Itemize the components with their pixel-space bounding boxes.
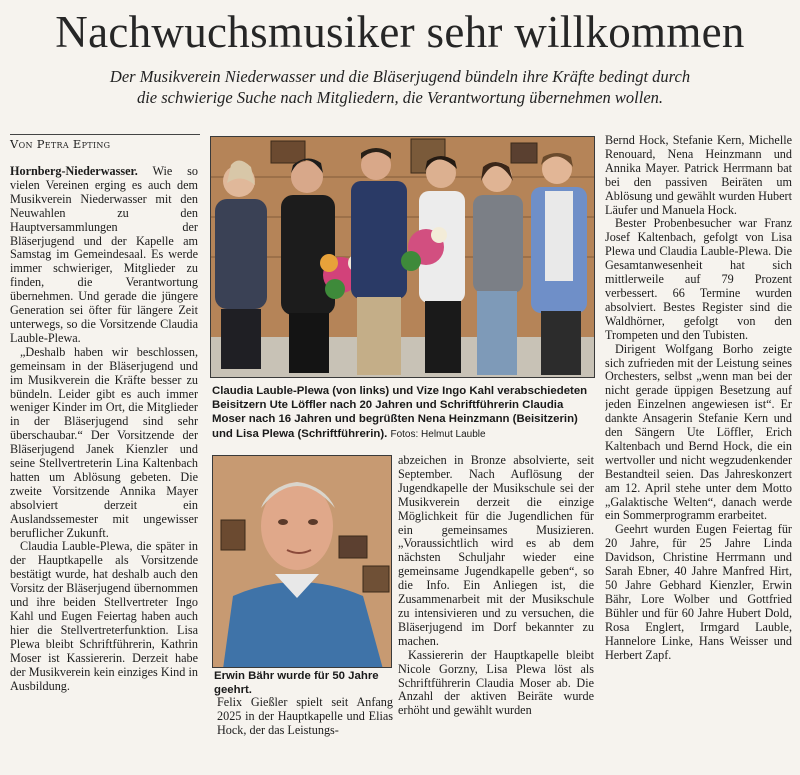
portrait-photo [212, 455, 392, 668]
paragraph: Dirigent Wolfgang Borho zeigte sich zufrieden mit der Leistung seines Orchesters, selbst „wenn man bei der nicht gerade üppigen Besetzung auf jeden Einzelnen angewiesen ist“. Er dankte Ansagerin Stefanie Kern und den Sängern Ute Löffler, Erich Kaltenbach und Bernd Hock, die ein wertvoller und nicht wegzudenkender Bestandteil seien. Das Jahreskonzert am 12. April stehe unter dem Motto „Galaktische Welten“, danach werde ein Sommerprogramm erarbeitet. [605, 341, 792, 523]
portrait-photo-caption: Erwin Bähr wurde für 50 Jahre geehrt. [214, 670, 379, 697]
group-photo-image [211, 137, 595, 378]
headline: Nachwuchsmusiker sehr willkommen [55, 7, 745, 57]
article-column-4 [398, 454, 594, 772]
group-photo-caption-text: Claudia Lauble-Plewa (von links) und Vize Ingo Kahl verabschiedeten Beisitzern Ute Löffler nach 20 Jahren und Schriftführerin Claudia Moser nach 16 Jahren und begrüßten Nena Heinzmann (Beisitzerin) und Lisa Plewa (Schriftführerin). [212, 385, 588, 440]
article-column-5 [605, 134, 792, 772]
group-photo-caption [212, 384, 597, 442]
paragraph: Felix Gießler spielt seit Anfang 2025 in der Hauptkapelle und Elias Hock, der das Leistungs- [217, 696, 393, 737]
dateline: Hornberg-Niederwasser. [10, 165, 138, 178]
paragraph: Claudia Lauble-Plewa, die später in der Hauptkapelle als Vorsitzende bestätigt wurde, hat deshalb auch den Vorsitz der Bläserjugend übernommen und ihre beiden Stellvertreter Ingo Kahl und Eugen Feiertag haben auch hier die Stellvertreterfunktion. Lisa Plewa bleibt Schriftführerin, Kathrin Moser ist Kassiererin. Derzeit habe der Musikverein kein einziges Kind in Ausbildung. [10, 539, 198, 693]
paragraph: „Deshalb haben wir beschlossen, gemeinsam in der Bläserjugend und im Musikverein die Kräfte besser zu bündeln. Leider gibt es auch immer weniger Kinder im Ort, die Mitglieder in der Bläserjugend sind sehr überschaubar.“ Der Vorsitzende der Bläserjugend Janek Kienzler und seine Stellvertreterin Lina Kaltenbach hatten um Ablösung gebeten. Die zweite Vorsitzende Annika Mayer absolviert derzeit ein Auslandssemester mit ungewisser beruflicher Zukunft. [10, 344, 198, 540]
paragraph: Kassiererin der Hauptkapelle bleibt Nicole Gorzny, Lisa Plewa löst als Schriftführerin Claudia Moser ab. Die Anzahl der aktiven Beiräte wurde erhöht und gewählt wurden [398, 647, 594, 718]
subheadline-line-2: die schwierige Suche nach Mitgliedern, die Verantwortung übernehmen wollen. [136, 88, 664, 107]
paragraph: Bernd Hock, Stefanie Kern, Michelle Renouard, Nena Heinzmann und Annika Mayer. Patrick Herrmann bat bei den passiven Beiräten um Ablösung und gewählt wurden Hubert Läufer und Manuela Hock. [605, 134, 792, 217]
byline: Von Petra Epting [10, 134, 200, 151]
paragraph: abzeichen in Bronze absolvierte, seit September. Nach Auflösung der Jugendkapelle der Musikschule sei der Musikverein derzeit die einzige Möglichkeit für die Jugendlichen für ein gemeinsames Musizieren. „Voraussichtlich wird es ab dem nächsten Schuljahr wieder eine gemeinsame Jugendkapelle geben“, so die Info. Ein Anliegen ist, die Zusammenarbeit mit der Musikschule zu intensivieren und zu versuchen, die Bläserjugend im Dorf bekannter zu machen. [398, 454, 594, 648]
paragraph-text: Wie so vielen Vereinen erging es auch dem Musikverein Niederwasser mit den Neuwahlen zu den Hauptversammlungen der Bläserjugend und der Kapelle am Samstag im Gemeindesaal. Es werde immer schwieriger, Mitglieder zu finden, die Verantwortung übernehmen. Und gerade die jüngere Generation sei öfter für längere Zeit unterwegs, so die Vorsitzende Claudia Lauble-Plewa. [10, 165, 198, 345]
subheadline-line-1: Der Musikverein Niederwasser und die Bläserjugend bündeln ihre Kräfte bedingt durch [109, 67, 691, 86]
article-column-1 [10, 165, 198, 770]
subheadline [40, 66, 760, 108]
paragraph: Geehrt wurden Eugen Feiertag für 20 Jahre, für 25 Jahre Linda Davidson, Christine Herrmann und Sarah Ebner, 40 Jahre Manfred Hirt, 50 Jahre Gebhard Kienzler, Erwin Bähr, Lore Wolber und Gottfried Bühler und für 60 Jahre Hubert Dold, Rosa Englert, Irmgard Lauble, Hannelore Linke, Hans Weisser und Herbert Zapf. [605, 522, 792, 662]
paragraph [10, 165, 198, 346]
photo-credit: Fotos: Helmut Lauble [390, 428, 486, 440]
article-column-3 [217, 696, 393, 772]
paragraph: Bester Probenbesucher war Franz Josef Kaltenbach, gefolgt von Lisa Plewa und Claudia Lauble-Plewa. Die Gesamtanwesenheit hat sich mittlerweile auf 79 Prozent verbessert. 66 Termine wurden absolviert. Bestes Register sind die Waldhörner, gefolgt von den Trompeten und den Tubisten. [605, 216, 792, 342]
portrait-photo-image [213, 456, 392, 668]
group-photo [210, 136, 595, 378]
